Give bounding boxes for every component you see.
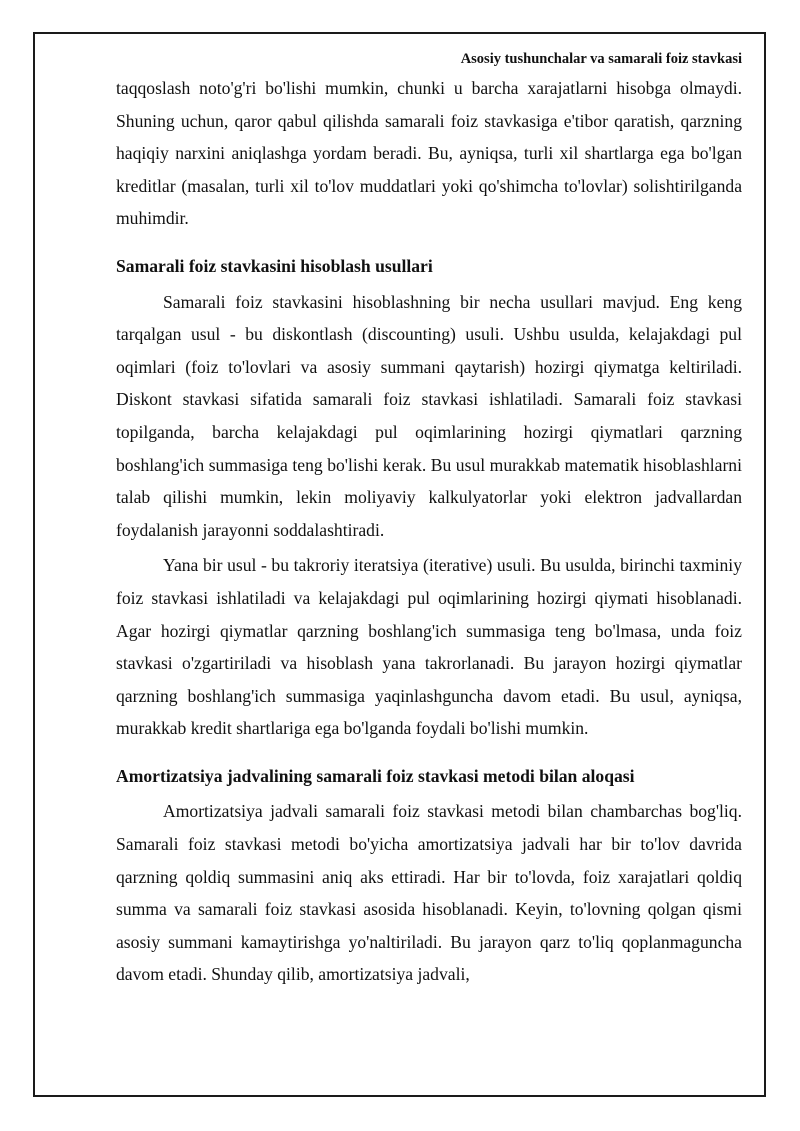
intro-paragraph: taqqoslash noto'g'ri bo'lishi mumkin, chunki u barcha xarajatlarni hisobga olmaydi. Shuning uchun, qaror qabul qilishda samarali foiz stavkasiga e'tibor qaratish, qarzning haqiqiy narxini aniqlashga yordam beradi. Bu, ayniqsa, turli xil shartlarga ega bo'lgan kreditlar (masalan, turli xil to'lov muddatlari yoki qo'shimcha to'lovlar) solishtirilganda muhimdir. — [116, 78, 742, 229]
iterative-method-paragraph: Yana bir usul - bu takroriy iteratsiya (iterative) usuli. Bu usulda, birinchi taxminiy foiz stavkasi ishlatiladi va kelajakdagi pul oqimlarining hozirgi qiymati hisoblanadi. Agar hozirgi qiymatlar qarzning boshlang'ich summasiga teng bo'lmasa, unda foiz stavkasi o'zgartiriladi va hisoblash yana takrorlanadi. Bu jarayon hozirgi qiymatlar qarzning boshlang'ich summasiga yaqinlashguncha davom etadi. Bu usul, ayniqsa, murakkab kredit shartlariga ega bo'lganda foydali bo'lishi mumkin. — [116, 555, 742, 739]
discounting-method-paragraph: Samarali foiz stavkasini hisoblashning bir necha usullari mavjud. Eng keng tarqalgan usul - bu diskontlash (discounting) usuli. Ushbu usulda, kelajakdagi pul oqimlari (foiz to'lovlari va asosiy summani qaytarish) hozirgi qiymatga keltiriladi. Diskont stavkasi sifatida samarali foiz stavkasi ishlatiladi. Samarali foiz stavkasi topilganda, barcha kelajakdagi pul oqimlarining hozirgi qiymatlari qarzning boshlang'ich summasiga teng bo'lishi kerak. Bu usul murakkab matematik hisoblashlarni talab qilishi mumkin, lekin moliyaviy kalkulyatorlar yoki elektron jadvallardan foydalanish jarayonni soddalashtiradi. — [116, 291, 742, 540]
page-content — [116, 72, 742, 991]
running-header: Asosiy tushunchalar va samarali foiz stavkasi — [460, 51, 742, 67]
amortization-paragraph: Amortizatsiya jadvali samarali foiz stavkasi metodi bilan chambarchas bog'liq. Samarali foiz stavkasi metodi bo'yicha amortizatsiya jadvali har bir to'lov davrida qarzning qoldiq summasini aniq aks ettiradi. Har bir to'lovda, foiz xarajatlari qoldiq summa va samarali foiz stavkasi asosida hisoblanadi. Keyin, to'lovning qolgan qismi asosiy summani kamaytirishga yo'naltiriladi. Bu jarayon qarz to'liq qoplanmaguncha davom etadi. Shunday qilib, amortizatsiya jadvali, — [116, 801, 742, 985]
section-heading-amortization-schedule: Amortizatsiya jadvalining samarali foiz stavkasi metodi bilan aloqasi — [116, 765, 635, 786]
section-heading-calculation-methods: Samarali foiz stavkasini hisoblash usullari — [116, 255, 433, 276]
